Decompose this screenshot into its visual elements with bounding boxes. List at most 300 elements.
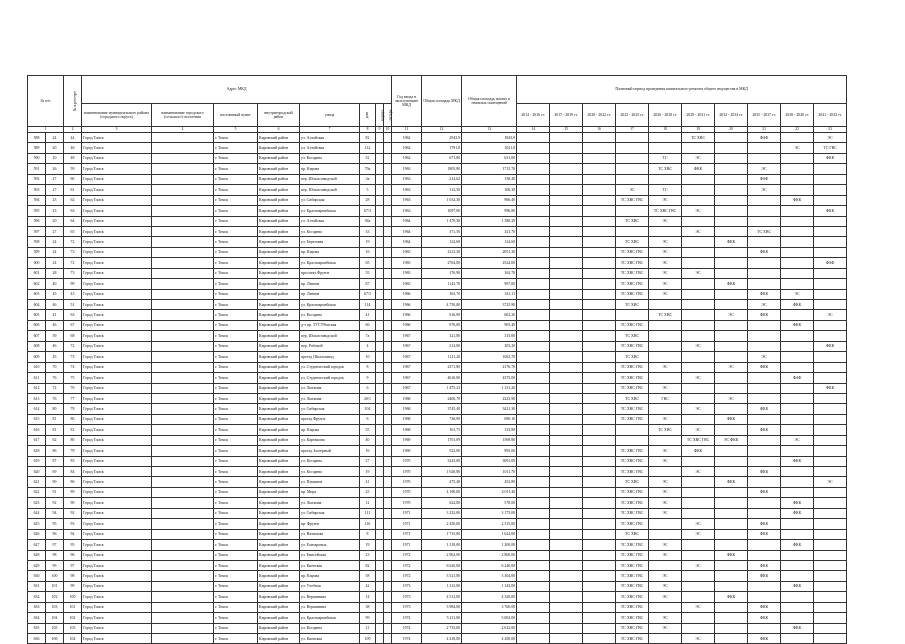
cell-empty — [384, 373, 392, 383]
cell-year: 1964 — [392, 216, 422, 226]
cell-year: 1968 — [392, 414, 422, 424]
cell-empty — [376, 258, 384, 268]
cell-mun: Город Томск — [82, 592, 152, 602]
cell-work-period — [781, 393, 814, 403]
cell-street: ул. Карташова — [300, 435, 360, 445]
header-period-2: 2020 - 2022 гг. — [583, 104, 616, 127]
cell-work-period — [748, 279, 781, 289]
cell-n: 590 — [28, 153, 46, 163]
header-total-area: Общая площадь МКД — [422, 76, 462, 127]
cell-work-period — [682, 508, 715, 518]
cell-id: 46 — [46, 320, 64, 330]
cell-house: 10 — [360, 352, 376, 362]
cell-work-period — [550, 279, 583, 289]
cell-work-period: ЭС — [649, 613, 682, 623]
cell-mun: Город Томск — [82, 216, 152, 226]
cell-work-period — [550, 487, 583, 497]
cell-dist: Кировский район — [258, 300, 300, 310]
cell-work-period — [682, 237, 715, 247]
cell-id: 20 — [46, 216, 64, 226]
cell-n: 598 — [28, 237, 46, 247]
cell-empty — [376, 341, 384, 351]
header-group-works: Плановый период проведения капитального ремонта общего имущества в МКД — [517, 76, 847, 104]
cell-id: 70 — [46, 362, 64, 372]
cell-s2: 6 240,00 — [462, 560, 517, 570]
cell-empty — [152, 206, 214, 216]
cell-empty — [152, 435, 214, 445]
cell-empty — [384, 519, 392, 529]
cell-a: 99 — [64, 279, 82, 289]
cell-work-period — [550, 373, 583, 383]
cell-dist: Кировский район — [258, 289, 300, 299]
cell-work-period — [517, 310, 550, 320]
cell-work-period — [814, 289, 847, 299]
cell-work-period: ЭС — [682, 529, 715, 539]
cell-work-period — [583, 487, 616, 497]
cell-work-period — [649, 143, 682, 153]
cell-work-period — [583, 320, 616, 330]
cell-house: 8 — [360, 529, 376, 539]
cell-work-period — [550, 634, 583, 644]
cell-work-period — [550, 550, 583, 560]
cell-work-period: ТС ХВС — [616, 216, 649, 226]
cell-work-period — [748, 456, 781, 466]
cell-work-period — [517, 279, 550, 289]
cell-work-period — [616, 425, 649, 435]
cell-empty — [376, 268, 384, 278]
cell-work-period: ТС ХВС ГВС — [616, 404, 649, 414]
cell-empty — [384, 206, 392, 216]
cell-work-period — [715, 153, 748, 163]
cell-street: ул. Вершинина — [300, 592, 360, 602]
cell-empty — [376, 331, 384, 341]
column-number: 1 — [28, 127, 64, 133]
cell-street: ул. Елизаровых — [300, 540, 360, 550]
cell-work-period — [715, 341, 748, 351]
cell-work-period — [517, 508, 550, 518]
cell-mun: Город Томск — [82, 571, 152, 581]
cell-work-period — [583, 279, 616, 289]
cell-empty — [384, 341, 392, 351]
cell-street: пр. Мира — [300, 487, 360, 497]
cell-work-period — [550, 477, 583, 487]
cell-year: 1962 — [392, 133, 422, 143]
cell-mun: Город Томск — [82, 456, 152, 466]
cell-s2: 1021,8 — [462, 143, 517, 153]
column-number: 13 — [462, 127, 517, 133]
cell-work-period — [583, 341, 616, 351]
cell-n: 591 — [28, 164, 46, 174]
cell-empty — [152, 320, 214, 330]
cell-empty — [376, 174, 384, 184]
cell-work-period: ФКК — [748, 487, 781, 497]
cell-s2: 1843,9 — [462, 133, 517, 143]
table-row — [28, 623, 847, 633]
cell-street: ул. Студенческий городок — [300, 373, 360, 383]
cell-loc: г. Томск — [214, 185, 258, 195]
cell-street: пер. Рабочий — [300, 341, 360, 351]
cell-year: 1963 — [392, 174, 422, 184]
cell-street: ул. Киевская — [300, 560, 360, 570]
cell-empty — [384, 498, 392, 508]
cell-work-period — [814, 174, 847, 184]
cell-work-period — [649, 373, 682, 383]
cell-s2: 3 175,00 — [462, 508, 517, 518]
header-settlement-municipality: наименование городского (сельского) поселения — [152, 104, 214, 127]
cell-work-period — [748, 237, 781, 247]
cell-id: 81 — [46, 425, 64, 435]
cell-id: 23 — [46, 206, 64, 216]
cell-work-period — [682, 331, 715, 341]
cell-work-period: ТС ХВС ГВС — [616, 508, 649, 518]
cell-empty — [384, 425, 392, 435]
cell-loc: г. Томск — [214, 540, 258, 550]
cell-house: 3а — [360, 174, 376, 184]
cell-empty — [152, 550, 214, 560]
cell-id: 24 — [46, 247, 64, 257]
cell-mun: Город Томск — [82, 268, 152, 278]
cell-work-period — [583, 310, 616, 320]
cell-s1: 922,00 — [422, 446, 462, 456]
cell-empty — [152, 300, 214, 310]
cell-year: 1965 — [392, 258, 422, 268]
cell-n: 592 — [28, 174, 46, 184]
cell-a: 99 — [64, 581, 82, 591]
cell-empty — [152, 331, 214, 341]
cell-a: 63 — [64, 206, 82, 216]
cell-work-period: ФКК — [781, 581, 814, 591]
cell-id: 81 — [46, 414, 64, 424]
cell-loc: г. Томск — [214, 216, 258, 226]
cell-n: 619 — [28, 456, 46, 466]
cell-s1: 4 190,00 — [422, 487, 462, 497]
cell-s2: 1 380,20 — [462, 216, 517, 226]
cell-work-period — [781, 331, 814, 341]
cell-work-period — [583, 592, 616, 602]
cell-street: проезд Шпалозавод — [300, 352, 360, 362]
cell-s2: 2 860,00 — [462, 550, 517, 560]
cell-s1: 214,00 — [422, 341, 462, 351]
cell-empty — [384, 383, 392, 393]
cell-street: ул. Березовая — [300, 237, 360, 247]
cell-work-period — [517, 550, 550, 560]
cell-s1: 5 211,00 — [422, 613, 462, 623]
cell-house: 116 — [360, 519, 376, 529]
cell-s1: 2 450,00 — [422, 519, 462, 529]
cell-s2: 996,80 — [462, 206, 517, 216]
cell-work-period: ЭС — [649, 289, 682, 299]
table-row — [28, 581, 847, 591]
cell-id: 92 — [46, 498, 64, 508]
cell-work-period: ЭС — [649, 216, 682, 226]
cell-s1: 1 020,00 — [422, 467, 462, 477]
cell-street: ул. Лыткина — [300, 383, 360, 393]
cell-house: 16 — [360, 247, 376, 257]
cell-work-period — [715, 352, 748, 362]
cell-dist: Кировский район — [258, 320, 300, 330]
cell-work-period — [550, 456, 583, 466]
cell-street: ул. Лыткина — [300, 498, 360, 508]
cell-work-period: ФКК — [748, 310, 781, 320]
cell-work-period — [715, 143, 748, 153]
cell-work-period — [715, 195, 748, 205]
cell-empty — [384, 634, 392, 644]
cell-a: 84 — [64, 467, 82, 477]
cell-street: ул. Сибирская — [300, 508, 360, 518]
cell-loc: г. Томск — [214, 237, 258, 247]
cell-work-period: ЭС — [814, 310, 847, 320]
cell-empty — [376, 393, 384, 403]
cell-empty — [376, 634, 384, 644]
cell-work-period — [517, 602, 550, 612]
cell-work-period — [550, 508, 583, 518]
cell-work-period — [550, 320, 583, 330]
cell-work-period — [583, 331, 616, 341]
cell-work-period — [517, 143, 550, 153]
cell-work-period — [550, 529, 583, 539]
header-period-4: 2026 - 2028 гг. — [649, 104, 682, 127]
cell-s2: 578,00 — [462, 498, 517, 508]
cell-work-period: ЭС — [649, 540, 682, 550]
cell-dist: Кировский район — [258, 352, 300, 362]
cell-mun: Город Томск — [82, 435, 152, 445]
cell-work-period: ФАФ — [814, 258, 847, 268]
cell-n: 630 — [28, 571, 46, 581]
cell-work-period — [814, 352, 847, 362]
cell-empty — [152, 477, 214, 487]
cell-loc: г. Томск — [214, 153, 258, 163]
table-row — [28, 310, 847, 320]
cell-work-period — [814, 373, 847, 383]
cell-empty — [376, 226, 384, 236]
cell-year: 1973 — [392, 602, 422, 612]
cell-work-period: ТС ХВС — [616, 529, 649, 539]
cell-work-period: ФКК — [748, 560, 781, 570]
cell-work-period: ФКК — [682, 446, 715, 456]
cell-a: 90 — [64, 498, 82, 508]
cell-work-period — [517, 414, 550, 424]
cell-id: 105 — [46, 623, 64, 633]
cell-empty — [152, 133, 214, 143]
cell-work-period — [748, 153, 781, 163]
cell-empty — [384, 133, 392, 143]
cell-work-period — [550, 519, 583, 529]
cell-empty — [376, 550, 384, 560]
table-row — [28, 592, 847, 602]
column-number: 17 — [616, 127, 649, 133]
cell-house: 11 — [360, 623, 376, 633]
cell-work-period: ТС ХВС — [616, 331, 649, 341]
cell-work-period — [748, 143, 781, 153]
cell-empty — [376, 404, 384, 414]
cell-mun: Город Томск — [82, 352, 152, 362]
cell-n: 628 — [28, 550, 46, 560]
cell-work-period — [781, 133, 814, 143]
cell-work-period — [814, 435, 847, 445]
cell-dist: Кировский район — [258, 404, 300, 414]
cell-n: 617 — [28, 435, 46, 445]
cell-work-period: ТС ХВС ГВС — [616, 247, 649, 257]
cell-work-period — [583, 613, 616, 623]
cell-work-period — [682, 185, 715, 195]
cell-s1: 4 418,00 — [422, 634, 462, 644]
cell-work-period: ТС ХВС — [649, 164, 682, 174]
cell-work-period — [682, 540, 715, 550]
cell-n: 595 — [28, 206, 46, 216]
cell-empty — [376, 519, 384, 529]
cell-work-period — [814, 216, 847, 226]
cell-house: 112 — [360, 143, 376, 153]
cell-empty — [376, 467, 384, 477]
cell-work-period: ЭС — [781, 143, 814, 153]
header-period-5: 2029 - 2031 гг. — [682, 104, 715, 127]
cell-s2: 1011,70 — [462, 467, 517, 477]
cell-work-period — [517, 592, 550, 602]
cell-empty — [376, 195, 384, 205]
table-row — [28, 425, 847, 435]
cell-work-period — [517, 404, 550, 414]
cell-work-period: ФКК — [781, 540, 814, 550]
cell-empty — [384, 592, 392, 602]
cell-work-period — [517, 247, 550, 257]
cell-work-period — [682, 352, 715, 362]
cell-work-period — [682, 279, 715, 289]
cell-work-period — [715, 404, 748, 414]
cell-work-period — [814, 487, 847, 497]
column-number: 4 — [152, 127, 214, 133]
cell-work-period: ЭС — [649, 362, 682, 372]
cell-street: ул. Красноармейская — [300, 613, 360, 623]
cell-year: 1971 — [392, 529, 422, 539]
cell-dist: Кировский район — [258, 435, 300, 445]
cell-id: 45 — [46, 352, 64, 362]
cell-id: 76 — [46, 373, 64, 383]
cell-year: 1971 — [392, 540, 422, 550]
cell-work-period: ЭС — [649, 383, 682, 393]
cell-empty — [384, 216, 392, 226]
cell-house: 14 — [360, 592, 376, 602]
header-period-1: 2017 - 2019 гг. — [550, 104, 583, 127]
cell-a: 72 — [64, 237, 82, 247]
cell-work-period — [715, 467, 748, 477]
cell-s1: 475,40 — [422, 477, 462, 487]
cell-s1: 976,00 — [422, 320, 462, 330]
header-period-7: 2035 - 2037 гг. — [748, 104, 781, 127]
cell-street: пр. Ленина — [300, 289, 360, 299]
column-number: 9 — [376, 127, 384, 133]
cell-empty — [376, 487, 384, 497]
cell-empty — [152, 393, 214, 403]
cell-work-period — [550, 216, 583, 226]
cell-s1: 176,90 — [422, 268, 462, 278]
cell-loc: г. Томск — [214, 300, 258, 310]
cell-work-period — [517, 206, 550, 216]
cell-dist: Кировский район — [258, 133, 300, 143]
cell-s1: 124,60 — [422, 237, 462, 247]
cell-loc: г. Томск — [214, 373, 258, 383]
cell-street: пр. Кирова — [300, 425, 360, 435]
cell-work-period: ФКК — [748, 362, 781, 372]
cell-work-period: ЭС — [748, 185, 781, 195]
cell-empty — [376, 320, 384, 330]
cell-work-period: ГВС — [649, 393, 682, 403]
cell-id: 27 — [46, 174, 64, 184]
cell-work-period — [715, 226, 748, 236]
cell-work-period — [814, 456, 847, 466]
cell-work-period — [814, 508, 847, 518]
cell-empty — [384, 571, 392, 581]
cell-work-period: ЭС — [649, 279, 682, 289]
cell-house: 5 — [360, 185, 376, 195]
cell-work-period — [583, 508, 616, 518]
cell-loc: г. Томск — [214, 467, 258, 477]
table-row — [28, 467, 847, 477]
cell-empty — [152, 174, 214, 184]
cell-work-period: ФКК — [748, 602, 781, 612]
cell-street: ул. Алтайская — [300, 143, 360, 153]
cell-work-period — [781, 550, 814, 560]
cell-a: 67 — [64, 320, 82, 330]
cell-mun: Город Томск — [82, 383, 152, 393]
cell-work-period: ФКК — [682, 164, 715, 174]
cell-work-period — [781, 268, 814, 278]
cell-loc: г. Томск — [214, 571, 258, 581]
cell-work-period — [814, 634, 847, 644]
cell-n: 616 — [28, 425, 46, 435]
cell-n: 588 — [28, 133, 46, 143]
cell-work-period — [715, 571, 748, 581]
cell-id: 96 — [46, 529, 64, 539]
cell-mun: Город Томск — [82, 498, 152, 508]
cell-year: 1968 — [392, 404, 422, 414]
cell-s1: 3243,00 — [422, 456, 462, 466]
cell-empty — [384, 487, 392, 497]
cell-work-period: ЭС — [649, 571, 682, 581]
cell-s2: 895,00 — [462, 446, 517, 456]
cell-street: пр. Кирова — [300, 571, 360, 581]
cell-work-period — [715, 320, 748, 330]
cell-id: 62 — [46, 435, 64, 445]
cell-work-period — [583, 195, 616, 205]
header-korpus: корпус — [376, 104, 384, 127]
cell-id: 94 — [46, 508, 64, 518]
cell-s1: 3745,40 — [422, 404, 462, 414]
cell-n: 608 — [28, 341, 46, 351]
cell-work-period: ЭС — [748, 352, 781, 362]
cell-work-period — [814, 300, 847, 310]
cell-mun: Город Томск — [82, 300, 152, 310]
cell-dist: Кировский район — [258, 195, 300, 205]
cell-work-period — [550, 174, 583, 184]
cell-work-period — [715, 529, 748, 539]
column-number: 6 — [258, 127, 300, 133]
cell-empty — [384, 310, 392, 320]
cell-house: 82 — [360, 133, 376, 143]
cell-empty — [376, 623, 384, 633]
cell-loc: г. Томск — [214, 435, 258, 445]
cell-work-period — [517, 289, 550, 299]
cell-mun: Город Томск — [82, 540, 152, 550]
cell-house: 55 — [360, 268, 376, 278]
cell-work-period — [517, 195, 550, 205]
cell-work-period — [814, 425, 847, 435]
cell-work-period — [583, 247, 616, 257]
cell-work-period — [583, 498, 616, 508]
cell-s2: 4 011,40 — [462, 487, 517, 497]
header-municipality: наименование муниципального района (городского округа) — [82, 104, 152, 127]
cell-year: 1965 — [392, 247, 422, 257]
cell-id: 40 — [46, 279, 64, 289]
